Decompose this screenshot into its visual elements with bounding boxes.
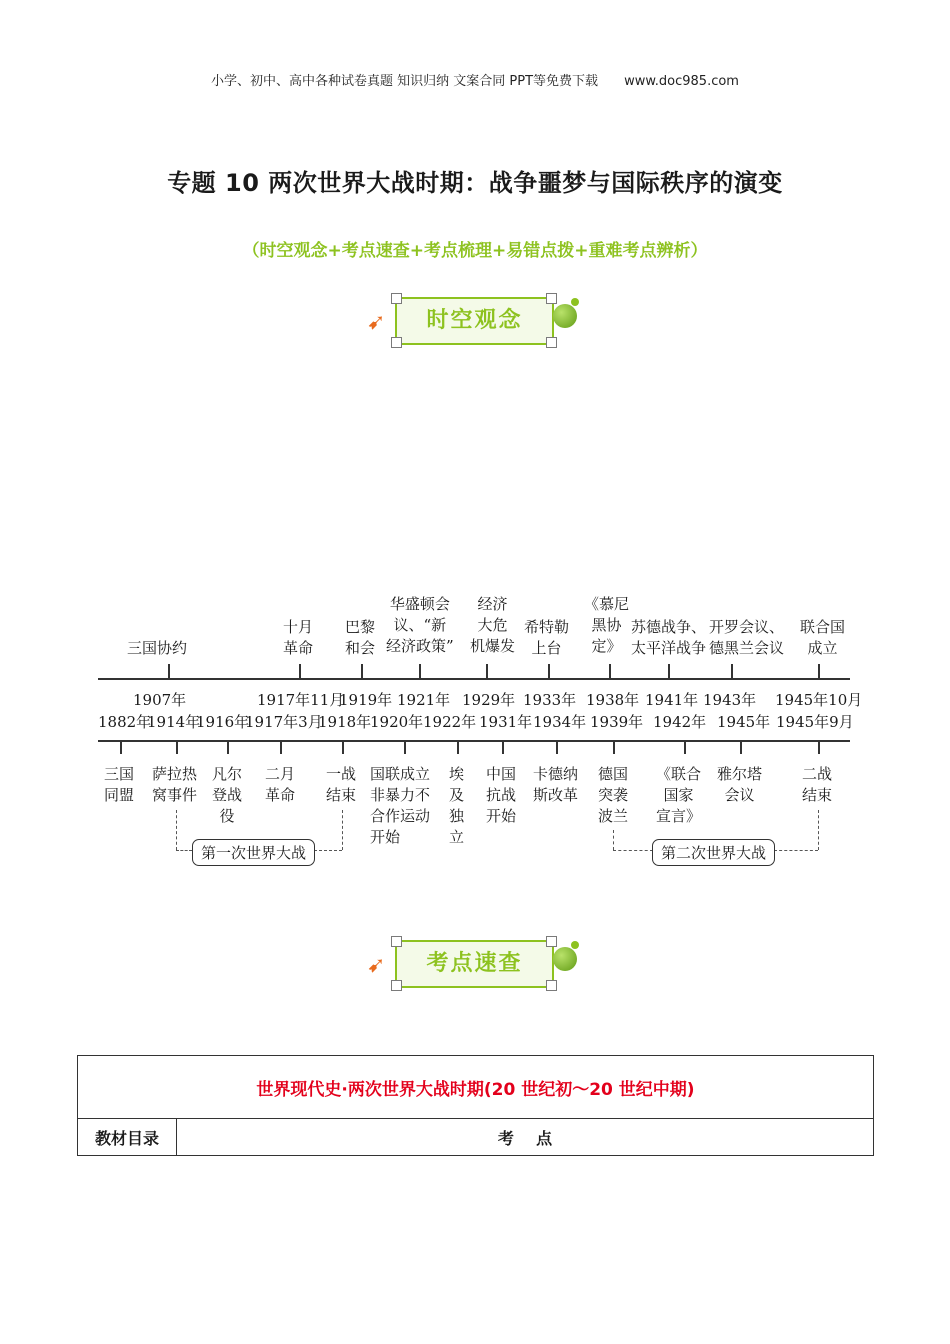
timeline-top-year: 1921年 [397, 691, 451, 709]
timeline-tick [419, 664, 421, 678]
timeline-top-event: 三国协约 [127, 639, 188, 657]
timeline-tick [548, 664, 550, 678]
ww2-label: 第二次世界大战 [652, 839, 775, 866]
ww2-bracket-right-h [774, 850, 818, 851]
circle-icon [553, 947, 577, 971]
small-dot-icon [571, 941, 579, 949]
timeline-top-year: 1907年 [133, 691, 187, 709]
timeline-top-year: 1929年 [462, 691, 516, 709]
timeline-top-event: 苏德战争、 太平洋战争 [631, 618, 707, 657]
timeline-bottom-year: 1945年9月 [776, 713, 854, 731]
timeline-tick [818, 664, 820, 678]
timeline-tick [404, 741, 406, 754]
timeline-bottom-year: 1922年 [423, 713, 477, 731]
arrow-icon: ➹ [367, 310, 386, 335]
timeline-bottom-year: 1914年 [147, 713, 201, 731]
ww1-bracket-left-h [176, 850, 192, 851]
timeline-bottom-year: 1934年 [533, 713, 587, 731]
timeline-bottom-year: 1931年 [479, 713, 533, 731]
timeline-top-year: 1919年 [339, 691, 393, 709]
timeline-tick [668, 664, 670, 678]
timeline-tick [227, 741, 229, 754]
timeline-tick [740, 741, 742, 754]
timeline-top-year: 1933年 [523, 691, 577, 709]
exam-points-table [77, 1055, 874, 1156]
section-badge-quickcheck [365, 935, 585, 995]
timeline-top-year: 1938年 [586, 691, 640, 709]
timeline-bottom-line [98, 740, 850, 742]
table-col-catalog: 教材目录 [78, 1119, 177, 1156]
timeline-bottom-year: 1918年 [318, 713, 372, 731]
timeline-bottom-year: 1920年 [370, 713, 424, 731]
header-site: www.doc985.com [624, 74, 739, 89]
timeline-bottom-year: 1916年 [196, 713, 250, 731]
timeline-tick [299, 664, 301, 678]
timeline-tick [120, 741, 122, 754]
ww2-bracket-left-h [613, 850, 653, 851]
timeline-tick [361, 664, 363, 678]
timeline-top-year: 1943年 [703, 691, 757, 709]
timeline-top-line [98, 678, 850, 680]
header-text: 小学、初中、高中各种试卷真题 知识归纳 文案合同 PPT等免费下载 [211, 74, 599, 89]
timeline-top-event: 《慕尼 黑协 定》 [584, 595, 630, 655]
timeline-bottom-event: 国联成立 非暴力不 合作运动 开始 [370, 765, 431, 846]
timeline-bottom-event: 三国 同盟 [104, 765, 135, 804]
badge-label: 时空观念 [426, 308, 523, 333]
timeline-bottom-year: 1942年 [653, 713, 707, 731]
arrow-icon: ➹ [367, 953, 386, 978]
timeline-tick [457, 741, 459, 754]
page-title: 专题 10 两次世界大战时期：战争噩梦与国际秩序的演变 [167, 169, 783, 197]
timeline-tick [280, 741, 282, 754]
timeline-tick [609, 664, 611, 678]
ww2-bracket-left [613, 830, 614, 850]
ww1-bracket-right [342, 810, 343, 850]
table-heading: 世界现代史·两次世界大战时期(20 世纪初～20 世纪中期) [78, 1056, 874, 1119]
table-col-points: 考 点 [177, 1119, 874, 1156]
timeline-bottom-event: 卡德纳 斯改革 [533, 765, 579, 804]
timeline-bottom-event: 一战 结束 [326, 765, 357, 804]
timeline-tick [818, 741, 820, 754]
timeline-top-event: 十月 革命 [283, 618, 314, 657]
ww1-bracket-right-h [314, 850, 342, 851]
timeline-bottom-event: 德国 突袭 波兰 [598, 765, 629, 825]
timeline-top-year: 1917年11月 [257, 691, 345, 709]
page-subtitle: （时空观念+考点速查+考点梳理+易错点拨+重难考点辨析） [242, 241, 708, 261]
timeline-bottom-year: 1939年 [590, 713, 644, 731]
timeline-bottom-year: 1917年3月 [245, 713, 323, 731]
ww1-bracket-left [176, 810, 177, 850]
timeline-tick [613, 741, 615, 754]
timeline-tick [486, 664, 488, 678]
timeline-tick [176, 741, 178, 754]
timeline-top-event: 巴黎 和会 [345, 618, 376, 657]
timeline-bottom-event: 凡尔 登战 役 [212, 765, 243, 825]
timeline-top-event: 华盛顿会 议、“新 经济政策” [386, 595, 454, 655]
timeline-top-year: 1941年 [645, 691, 699, 709]
timeline-bottom-year: 1945年 [717, 713, 771, 731]
badge-label: 考点速查 [426, 951, 523, 976]
timeline-top-event: 开罗会议、 德黑兰会议 [709, 618, 785, 657]
timeline-bottom-event: 二战 结束 [802, 765, 833, 804]
timeline-top-event: 希特勒 上台 [524, 618, 570, 657]
timeline-bottom-event: 中国 抗战 开始 [486, 765, 517, 825]
timeline-tick [556, 741, 558, 754]
timeline-bottom-event: 埃 及 独 立 [449, 765, 465, 846]
timeline-tick [684, 741, 686, 754]
timeline-tick [168, 664, 170, 678]
timeline-top-year: 1945年10月 [775, 691, 863, 709]
timeline-bottom-event: 雅尔塔 会议 [717, 765, 763, 804]
timeline-bottom-event: 《联合 国家 宣言》 [656, 765, 702, 825]
ww2-bracket-right [818, 810, 819, 850]
timeline-tick [342, 741, 344, 754]
ww1-label: 第一次世界大战 [192, 839, 315, 866]
timeline-tick [731, 664, 733, 678]
timeline-bottom-year: 1882年 [98, 713, 152, 731]
timeline-bottom-event: 萨拉热 窝事件 [152, 765, 198, 804]
timeline-tick [502, 741, 504, 754]
timeline-bottom-event: 二月 革命 [265, 765, 296, 804]
timeline-top-event: 经济 大危 机爆发 [470, 595, 516, 655]
timeline-top-event: 联合国 成立 [800, 618, 846, 657]
